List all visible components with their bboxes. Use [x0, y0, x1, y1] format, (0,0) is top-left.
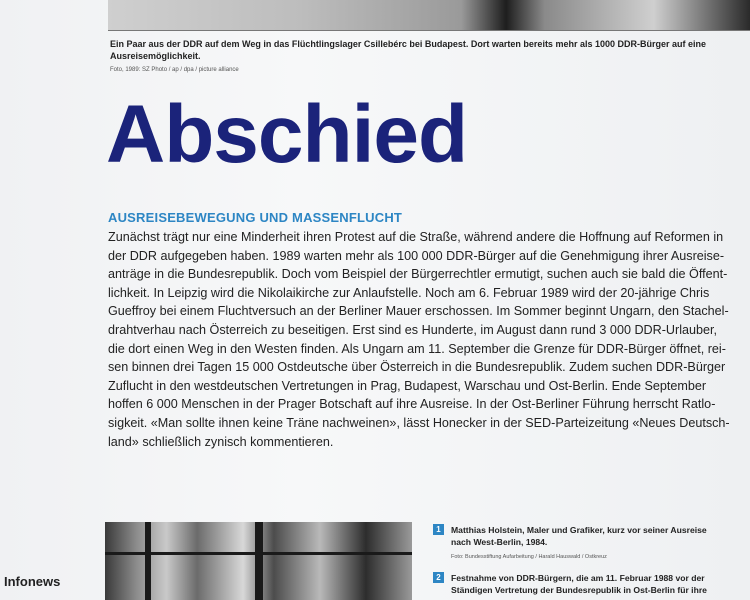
body-line: hoffen 6 000 Menschen in der Prager Botschaft auf ihre Ausreise. In der Ost-Berliner Führung herrscht Ratlo- — [108, 397, 716, 412]
legend-number-badge: 1 — [433, 524, 444, 535]
body-line: Zunächst trägt nur eine Minderheit ihren Protest auf die Straße, während andere die Hoffnung auf Reformen in — [108, 230, 724, 244]
legend-text — [451, 572, 731, 596]
body-line: land» schließlich zynisch kommentieren. — [108, 434, 334, 449]
legend-text — [451, 524, 731, 548]
bottom-photo — [105, 522, 412, 600]
legend-line-1: Festnahme von DDR-Bürgern, die am 11. Februar 1988 vor der — [451, 573, 705, 583]
body-line: sen binnen drei Tagen 15 000 Ostdeutsche über Österreich in die Bundesrepublik. Zudem suchen DDR-Bürger — [108, 360, 726, 375]
body-line: der DDR aufgegeben haben. 1989 warten mehr als 100 000 DDR-Bürger auf die Genehmigung ihrer Ausreise- — [108, 248, 725, 263]
body-line: anträge in die Bundesrepublik. Doch vom Beispiel der Bürgerrechtler ermutigt, suchen auch sie bald die Öffent- — [108, 267, 728, 282]
body-text — [108, 228, 740, 451]
legend-line-2: nach West-Berlin, 1984. — [451, 537, 548, 547]
top-photo-credit: Foto, 1989: SZ Photo / ap / dpa / picture alliance — [110, 67, 239, 73]
page-title: Abschied — [106, 89, 468, 180]
legend-number-badge: 2 — [433, 572, 444, 583]
legend-line-2: Ständigen Vertretung der Bundesrepublik in Ost-Berlin für ihre — [451, 585, 707, 595]
body-line: Zuflucht in den westdeutschen Vertretungen in Prag, Budapest, Warschau und Ost-Berlin. Ende September — [108, 378, 707, 393]
body-line: lichkeit. In Leipzig wird die Nikolaikirche zur Anlaufstelle. Noch am 6. Februar 1989 wird der 20-jährige Chris — [108, 285, 710, 300]
caption-line-2: Ausreisemöglichkeit. — [110, 51, 201, 61]
body-line: sigkeit. «Man sollte ihnen keine Träne nachweinen», lässt Honecker in der SED-Parteizeitung «Neues Deutsch- — [108, 415, 730, 430]
top-photo-caption — [110, 38, 710, 62]
caption-line-1: Ein Paar aus der DDR auf dem Weg in das Flüchtlingslager Csillebérc bei Budapest. Dort warten bereits mehr als 1000 DDR-Bürger auf eine — [110, 39, 706, 49]
watermark: Infonews — [4, 574, 61, 589]
photo-frame-bar — [255, 522, 263, 600]
top-photo — [108, 0, 750, 31]
body-line: drahtverhau nach Österreich zu beseitigen. Erst sind es Hunderte, im August dann rund 3 000 DDR-Urlauber, — [108, 322, 718, 337]
legend-line-1: Matthias Holstein, Maler und Grafiker, kurz vor seiner Ausreise — [451, 525, 707, 535]
photo-frame-bar — [105, 552, 412, 555]
section-heading: AUSREISEBEWEGUNG UND MASSENFLUCHT — [108, 210, 403, 225]
photo-frame-bar — [145, 522, 151, 600]
legend-credit: Foto: Bundesstiftung Aufarbeitung / Harald Hauswald / Ostkreuz — [451, 554, 607, 560]
body-line: Gueffroy bei einem Fluchtversuch an der Berliner Mauer erschossen. Im Sommer beginnt Ungarn, den Stachel- — [108, 304, 729, 319]
body-line: die dort einen Weg in den Westen finden. Als Ungarn am 11. September die Grenze für DDR-Bürger öffnet, rei- — [108, 341, 726, 356]
